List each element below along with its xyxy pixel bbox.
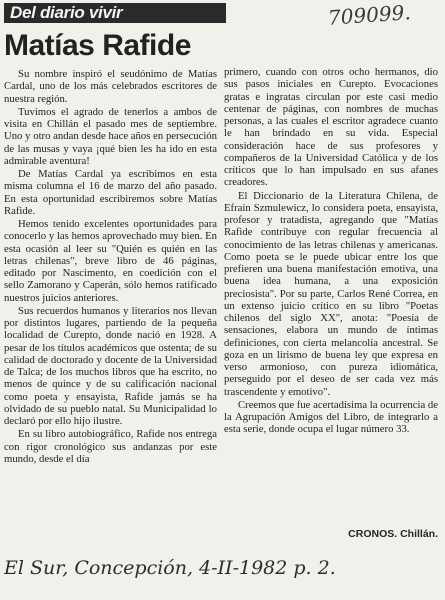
- handwritten-source-note: El Sur, Concepción, 4-II-1982 p. 2.: [4, 557, 336, 579]
- article-column-left: [4, 68, 217, 544]
- article-column-right: [224, 66, 438, 540]
- paragraph: De Matías Cardal ya escribimos en esta misma columna el 16 de marzo del año pasado. En esta oportunidad escribiremos sobre Matías Rafide.: [4, 168, 217, 217]
- handwritten-file-number: 709099.: [327, 0, 412, 30]
- paragraph: En su libro autobiográfico, Rafide nos entrega con rigor cronológico sus andanzas por este mundo, desde el día: [4, 428, 217, 465]
- article-byline: CRONOS. Chillán.: [348, 528, 438, 540]
- paragraph: Hemos tenido excelentes oportunidades para conocerlo y las hemos aprovechado muy bien. En esta ocasión al leer su "Quién es quién en las letras chilenas", breve libro de 46 páginas, editado por Nascimento, en coedición con el sello Zamorano y Caperán, sólo hemos ratificado nuestros juicios anteriores.: [4, 218, 217, 304]
- paragraph: Creemos que fue acertadísima la ocurrencia de la Agrupación Amigos del Libro, de integrarlo a esta serie, donde ocupa el lugar número 33.: [224, 398, 438, 436]
- paragraph: primero, cuando con otros ocho hermanos, dio sus pasos iniciales en Curepto. Evocaciones gratas e ingratas circulan por este casi medio centenar de páginas, con nombres de muchas personas, a las cuales el escritor agradece cuanto le han brindado en su vida. Especial consideración hace de sus profesores y compañeros de la Universidad Católica y de los críticos que lo han impulsado en sus afanes creadores.: [224, 66, 438, 189]
- paragraph: El Diccionario de la Literatura Chilena, de Efraín Szmulewicz, lo considera poeta, ensayista, profesor y tratadista, agregando que "Matías Rafide contribuye con regular frecuencia al conocimiento de las letras chilenas y americanas. Como poeta se le puede ubicar entre los que prefieren una buena manifestación emotiva, una buena idea humana, a una exposición preciosista". Por su parte, Carlos René Correa, en un extenso juicio crítico en su libro "Poetas chilenos del siglo XX", anota: "Poesía de sensaciones, elabora un mundo de íntimas definiciones, con cierta melancolía ancestral. Se goza en un lirismo de buena ley que expresa en verso armonioso, con pureza idiomática, perseguido por el deseo de ser cada vez más trascendente y emotivo".: [224, 189, 438, 398]
- paragraph: Su nombre inspiró el seudónimo de Matías Cardal, uno de los más celebrados escritores de nuestra región.: [4, 68, 217, 105]
- paragraph: Tuvimos el agrado de tenerlos a ambos de visita en Chillán el pasado mes de septiembre. Uno y otro andan desde hace años en persecución de las musas y vaya ¡qué bien les ha ido en esta admirable aventura!: [4, 105, 217, 167]
- section-title: Del diario vivir: [4, 3, 226, 23]
- article-headline: Matías Rafide: [4, 29, 191, 62]
- paragraph: Sus recuerdos humanos y literarios nos llevan por distintos lugares, partiendo de la pequeña localidad de Curepto, donde nació en 1928. A pesar de los títulos académicos que ostenta; de su calidad de doctorado y docente de la Universidad de Talca; de los muchos libros que ha escrito, no menos de quince y de su calificación nacional como poeta y ensayista, Rafide jamás se ha olvidado de su pueblo natal. Su Municipalidad lo declaró por ello hijo ilustre.: [4, 304, 217, 427]
